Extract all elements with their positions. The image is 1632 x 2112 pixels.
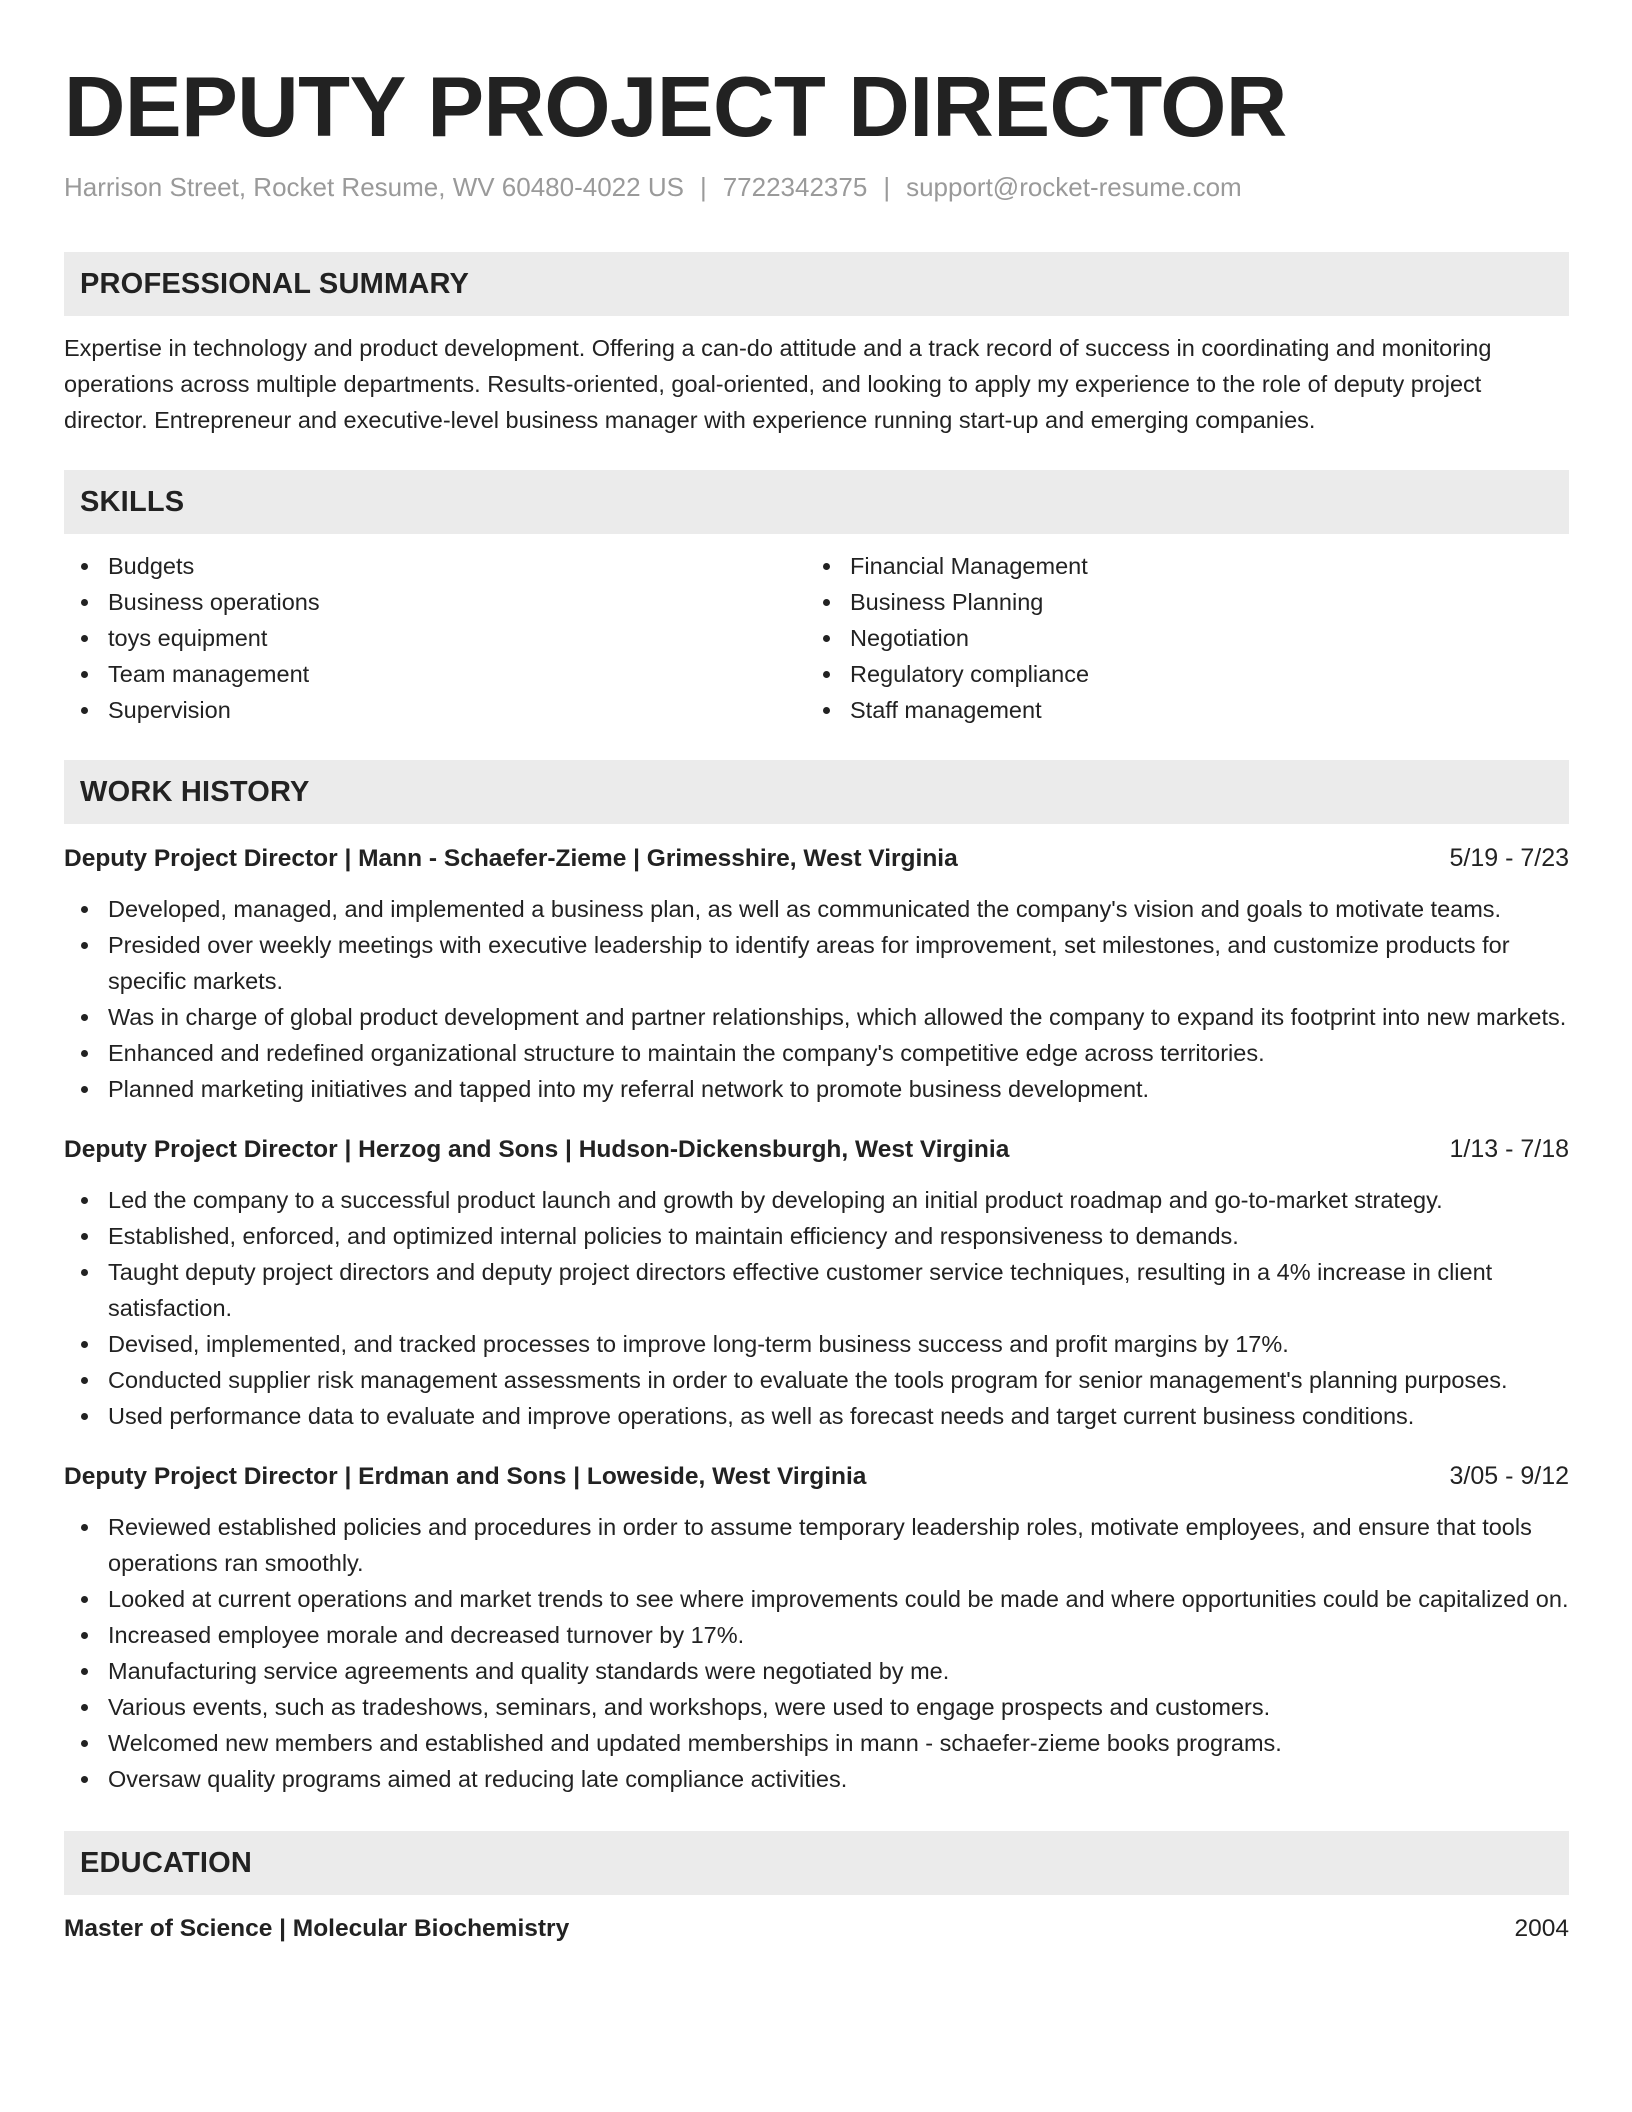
skill-item: Negotiation — [806, 620, 1548, 656]
job-bullet: Was in charge of global product development and partner relationships, which allowed the company to expand its footprint into new markets. — [64, 999, 1569, 1035]
job-bullet: Enhanced and redefined organizational structure to maintain the company's competitive edge across territories. — [64, 1035, 1569, 1071]
section-heading-work: WORK HISTORY — [64, 760, 1569, 824]
job-entry — [64, 1458, 1569, 1797]
skill-item: Business operations — [64, 584, 806, 620]
skills-column-right — [806, 548, 1548, 728]
resume-name: DEPUTY PROJECT DIRECTOR — [64, 60, 1287, 155]
job-bullet: Used performance data to evaluate and improve operations, as well as forecast needs and target current business conditions. — [64, 1398, 1569, 1434]
skill-item: Supervision — [64, 692, 806, 728]
skills-grid — [64, 548, 1569, 728]
contact-line — [64, 170, 1569, 204]
job-title: Deputy Project Director | Herzog and Sons | Hudson-Dickensburgh, West Virginia — [64, 1136, 1010, 1163]
skills-section — [64, 470, 1569, 728]
summary-text: Expertise in technology and product development. Offering a can-do attitude and a track record of success in coordinating and monitoring operations across multiple departments. Results-oriented, goal-oriented, and looking to apply my experience to the role of deputy project director. Entrepreneur and executive-level business manager with experience running start-up and emerging companies. — [64, 335, 1492, 433]
skill-item: toys equipment — [64, 620, 806, 656]
skill-item: Financial Management — [806, 548, 1548, 584]
skill-item: Staff management — [806, 692, 1548, 728]
job-dates: 5/19 - 7/23 — [1449, 844, 1569, 872]
job-title: Deputy Project Director | Erdman and Sons | Loweside, West Virginia — [64, 1463, 867, 1490]
job-bullet: Reviewed established policies and procedures in order to assume temporary leadership roles, motivate employees, and ensure that tools operations ran smoothly. — [64, 1509, 1569, 1581]
email: support@rocket-resume.com — [906, 172, 1242, 202]
job-bullets — [64, 891, 1569, 1107]
job-bullet: Developed, managed, and implemented a business plan, as well as communicated the company's vision and goals to motivate teams. — [64, 891, 1569, 927]
job-bullet: Manufacturing service agreements and quality standards were negotiated by me. — [64, 1653, 1569, 1689]
section-heading-education: EDUCATION — [64, 1831, 1569, 1895]
job-bullets — [64, 1509, 1569, 1797]
skill-item: Business Planning — [806, 584, 1548, 620]
education-entry — [64, 1911, 1569, 1947]
job-dates: 3/05 - 9/12 — [1449, 1462, 1569, 1490]
job-title: Deputy Project Director | Mann - Schaefer-Zieme | Grimesshire, West Virginia — [64, 845, 958, 872]
section-heading-skills: SKILLS — [64, 470, 1569, 534]
job-bullet: Established, enforced, and optimized internal policies to maintain efficiency and responsiveness to demands. — [64, 1218, 1569, 1254]
job-bullet: Increased employee morale and decreased turnover by 17%. — [64, 1617, 1569, 1653]
address: Harrison Street, Rocket Resume, WV 60480-4022 US — [64, 172, 684, 202]
job-bullet: Presided over weekly meetings with executive leadership to identify areas for improvement, set milestones, and customize products for specific markets. — [64, 927, 1569, 999]
job-bullets — [64, 1182, 1569, 1434]
job-bullet: Various events, such as tradeshows, seminars, and workshops, were used to engage prospects and customers. — [64, 1689, 1569, 1725]
contact-separator: | — [883, 172, 891, 202]
skills-column-left — [64, 548, 806, 728]
skill-item: Budgets — [64, 548, 806, 584]
section-heading-summary: PROFESSIONAL SUMMARY — [64, 252, 1569, 316]
skill-item: Regulatory compliance — [806, 656, 1548, 692]
resume-page — [64, 58, 1569, 1947]
job-header — [64, 840, 1569, 877]
job-header — [64, 1458, 1569, 1495]
education-year: 2004 — [1514, 1915, 1569, 1942]
job-bullet: Devised, implemented, and tracked processes to improve long-term business success and profit margins by 17%. — [64, 1326, 1569, 1362]
job-dates: 1/13 - 7/18 — [1449, 1135, 1569, 1163]
job-bullet: Conducted supplier risk management assessments in order to evaluate the tools program for senior management's planning purposes. — [64, 1362, 1569, 1398]
education-section — [64, 1831, 1569, 1947]
job-bullet: Led the company to a successful product launch and growth by developing an initial product roadmap and go-to-market strategy. — [64, 1182, 1569, 1218]
job-bullet: Taught deputy project directors and deputy project directors effective customer service techniques, resulting in a 4% increase in client satisfaction. — [64, 1254, 1569, 1326]
work-history-section — [64, 760, 1569, 1797]
skill-item: Team management — [64, 656, 806, 692]
job-bullet: Looked at current operations and market trends to see where improvements could be made and where opportunities could be capitalized on. — [64, 1581, 1569, 1617]
job-entry — [64, 1131, 1569, 1434]
job-bullet: Welcomed new members and established and updated memberships in mann - schaefer-zieme books programs. — [64, 1725, 1569, 1761]
job-entry — [64, 840, 1569, 1107]
summary-section — [64, 252, 1569, 438]
job-bullet: Oversaw quality programs aimed at reducing late compliance activities. — [64, 1761, 1569, 1797]
phone: 7722342375 — [722, 172, 868, 202]
education-title: Master of Science | Molecular Biochemistry — [64, 1915, 570, 1942]
contact-separator: | — [699, 172, 707, 202]
job-header — [64, 1131, 1569, 1168]
job-bullet: Planned marketing initiatives and tapped into my referral network to promote business development. — [64, 1071, 1569, 1107]
